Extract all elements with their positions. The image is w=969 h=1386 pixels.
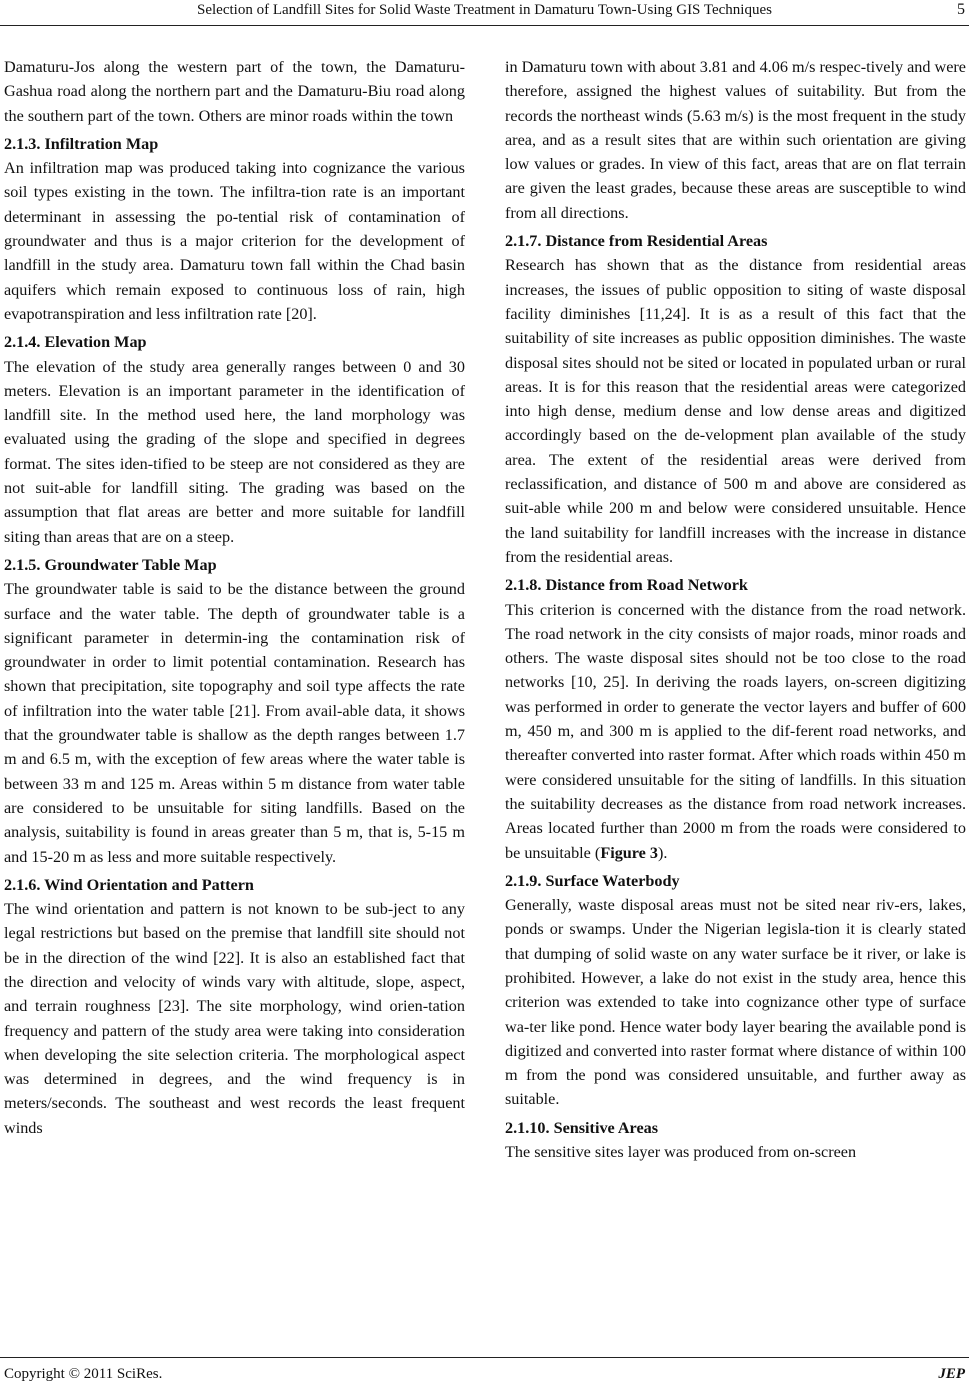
running-title: Selection of Landfill Sites for Solid Waste Treatment in Damaturu Town-Using GIS Techniques xyxy=(197,2,772,18)
right-column xyxy=(505,55,966,1164)
page-number: 5 xyxy=(957,1,965,18)
section-text-waterbody: Generally, waste disposal areas must not be sited near riv-ers, lakes, ponds or swamps. Under the Nigerian legisla-tion it is clearly stated that dumping of solid waste on any water surface be it river, or lake is prohibited. However, a lake do not exist in the study area, hence this criterion was extended to take into cognizance other type of surface wa-ter like pond. Hence water body layer bearing the available pond is digitized and converted into raster format where distance of within 100 m from the pond was considered unsuitable, and further away as suitable. xyxy=(505,896,966,1109)
section-text-groundwater: The groundwater table is said to be the distance between the ground surface and the water table. The depth of groundwater table is a significant parameter in determin-ing the contamination risk of groundwater in order to limit potential contamination. Research has shown that precipitation, site topography and soil type affects the rate of infiltration into the water table [21]. From avail-able data, it shows that the groundwater table is shallow as the depth ranges between 1.7 m and 6.5 m, with the exception of few areas where the water table is between 33 m and 125 m. Areas within 5 m distance from water table are considered to be unsuitable for siting landfills. Based on the analysis, suitability is found in areas greater than 5 m, that is, 5-15 m and 15-20 m as less and more suitable respectively. xyxy=(4,580,465,866)
left-column xyxy=(4,55,465,1140)
section-heading-groundwater: 2.1.5. Groundwater Table Map xyxy=(4,555,217,574)
section-text-wind: The wind orientation and pattern is not known to be sub-ject to any legal restrictions but based on the premise that landfill site should not be in the direction of the wind [22]. It is also an established fact that the direction and velocity of winds vary with altitude, slope, aspect, and terrain roughness [23]. The site morphology, wind orien-tation frequency and pattern of the study area were taking into consideration when developing the site selection criteria. The morphological aspect was determined in degrees, and the wind frequency is in meters/seconds. The southeast and west records the least frequent winds xyxy=(4,900,465,1137)
road-text-after: ). xyxy=(658,843,668,862)
section-text-elevation: The elevation of the study area generally ranges between 0 and 30 meters. Elevation is an important parameter in the identification of landfill site. In the method used here, the land morphology was evaluated using the grading of the slope and specified in degrees format. The sites iden-tified to be steep are not considered as they are not suit-able for landfill siting. The grading was based on the assumption that flat areas are better and more suitable for landfill siting than areas that are on a steep. xyxy=(4,357,465,546)
section-heading-residential: 2.1.7. Distance from Residential Areas xyxy=(505,232,768,251)
journal-abbreviation: JEP xyxy=(938,1366,965,1382)
section-text-sensitive-areas: The sensitive sites layer was produced from on-screen xyxy=(505,1143,857,1162)
section-heading-road-network: 2.1.8. Distance from Road Network xyxy=(505,576,748,595)
section-heading-waterbody: 2.1.9. Surface Waterbody xyxy=(505,871,680,890)
page-header xyxy=(0,0,969,26)
intro-paragraph: Damaturu-Jos along the western part of the town, the Damaturu-Gashua road along the northern part and the Damaturu-Biu road along the southern part of the town. Others are minor roads within the town xyxy=(4,58,465,125)
header-rule xyxy=(0,25,969,26)
section-heading-wind: 2.1.6. Wind Orientation and Pattern xyxy=(4,875,254,894)
wind-continuation-paragraph: in Damaturu town with about 3.81 and 4.06 m/s respec-tively and were therefore, assigned the highest values of suitability. But from the records the northeast winds (5.63 m/s) is the most frequent in the study area, and as a result sites that are within such orientation are giving low values or grades. In view of this fact, areas that are on flat terrain are given the least grades, because these areas are susceptible to wind from all directions. xyxy=(505,58,966,222)
road-text-before: This criterion is concerned with the distance from the road network. The road network in the city consists of major roads, minor roads and others. The waste disposal sites should not be too close to the road networks [10, 25]. In deriving the roads layers, on-screen digitizing was performed in order to generate the vector layers and buffer of 600 m, 450 m, and 300 m is applied to the dif-ferent road networks, and thereafter converted into raster format. After which roads within 450 m were considered unsuitable for the siting of landfills. In this situation the suitability decreases as the distance from road network increases. Areas located further than 2000 m from the roads were considered to be unsuitable ( xyxy=(505,600,966,862)
copyright-notice: Copyright © 2011 SciRes. xyxy=(4,1366,163,1382)
section-text-infiltration: An infiltration map was produced taking into cognizance the various soil types existing in the town. The infiltra-tion rate is an important determinant in assessing the po-tential risk of contamination of groundwater and thus is a major criterion for the development of landfill in the study area. Damaturu town fall within the Chad basin aquifers which remain exposed to continuous loss of rain, high evapotranspiration and less infiltration rate [20]. xyxy=(4,159,465,323)
page-footer xyxy=(0,1357,969,1386)
section-text-residential: Research has shown that as the distance from residential areas increases, the issues of public opposition to siting of waste disposal facility diminishes [11,24]. It is as a result of this fact that the suitability of site increases as public opposition diminishes. The waste disposal sites should not be sited or located in populated urban or rural areas. It is for this reason that the residential areas were categorized into high dense, medium dense and low dense areas and digitized accordingly based on the de-velopment plan available of the study area. The extent of the residential areas were derived from reclassification, and distance of 500 m and above are considered as suit-able while 200 m and below were considered unsuitable. Hence the land suitability for landfill increases with the increase in distance from the residential areas. xyxy=(505,256,966,566)
section-text-road-network xyxy=(505,598,966,865)
section-heading-infiltration: 2.1.3. Infiltration Map xyxy=(4,134,159,153)
section-heading-sensitive-areas: 2.1.10. Sensitive Areas xyxy=(505,1118,659,1137)
figure-reference-link[interactable]: Figure 3 xyxy=(600,843,659,862)
footer-rule xyxy=(0,1357,969,1358)
section-heading-elevation: 2.1.4. Elevation Map xyxy=(4,333,147,352)
